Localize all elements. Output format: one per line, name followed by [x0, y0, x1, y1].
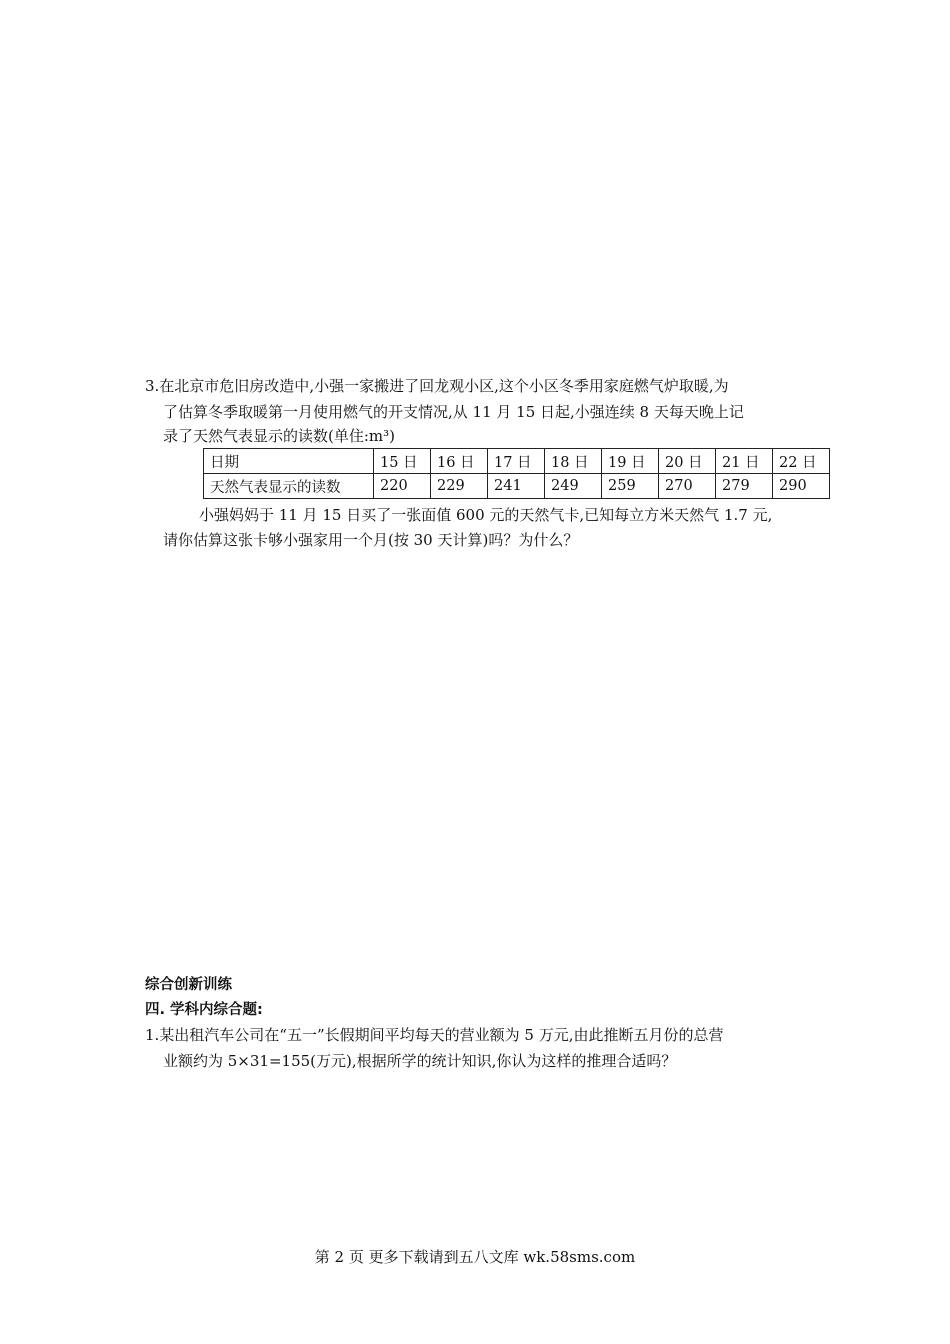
section-subtitle: 四. 学科内综合题:	[145, 1002, 263, 1018]
reading-cell: 259	[602, 474, 659, 499]
q3-line-3: 录了天然气表显示的读数(单住:m³)	[163, 427, 395, 445]
section-title: 综合创新训练	[145, 977, 232, 993]
reading-cell: 241	[488, 474, 545, 499]
date-cell: 22 日	[773, 449, 830, 474]
date-cell: 18 日	[545, 449, 602, 474]
date-cell: 20 日	[659, 449, 716, 474]
date-cell: 21 日	[716, 449, 773, 474]
reading-cell: 229	[431, 474, 488, 499]
date-cell: 19 日	[602, 449, 659, 474]
q1-line-1: 1.某出租汽车公司在“五一”长假期间平均每天的营业额为 5 万元,由此推断五月份的总营	[145, 1026, 724, 1044]
q3-line-1: 3.在北京市危旧房改造中,小强一家搬进了回龙观小区,这个小区冬季用家庭燃气炉取暖,为	[145, 377, 729, 395]
table-row-readings	[204, 474, 830, 499]
reading-header-cell: 天然气表显示的读数	[204, 474, 374, 499]
reading-cell: 220	[374, 474, 431, 499]
date-cell: 17 日	[488, 449, 545, 474]
q1-line-2: 业额约为 5×31=155(万元),根据所学的统计知识,你认为这样的推理合适吗？	[163, 1052, 677, 1070]
q3-line-5: 请你估算这张卡够小强家用一个月(按 30 天计算)吗？为什么？	[163, 531, 579, 549]
date-header-cell: 日期	[204, 449, 374, 474]
reading-cell: 270	[659, 474, 716, 499]
reading-cell: 249	[545, 474, 602, 499]
date-cell: 16 日	[431, 449, 488, 474]
table-row-dates	[204, 449, 830, 474]
reading-cell: 279	[716, 474, 773, 499]
date-cell: 15 日	[374, 449, 431, 474]
reading-cell: 290	[773, 474, 830, 499]
gas-reading-table	[203, 448, 830, 499]
q3-line-2: 了估算冬季取暖第一月使用燃气的开支情况,从 11 月 15 日起,小强连续 8 天每天晚上记	[163, 403, 744, 421]
q3-line-4: 小强妈妈于 11 月 15 日买了一张面值 600 元的天然气卡,已知每立方米天然气 1.7 元,	[199, 506, 773, 524]
page-footer: 第 2 页 更多下载请到五八文库 wk.58sms.com	[314, 1248, 636, 1266]
